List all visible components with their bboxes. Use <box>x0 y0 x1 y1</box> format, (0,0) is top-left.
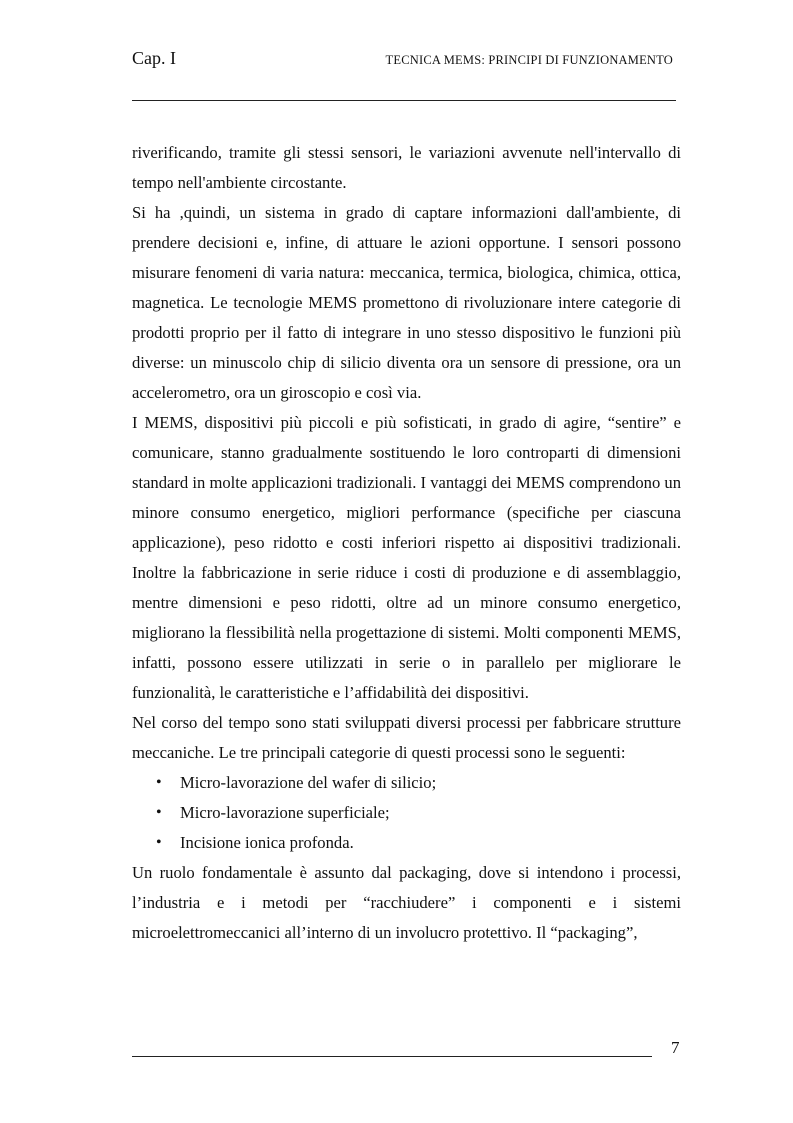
paragraph-2: Si ha ,quindi, un sistema in grado di captare informazioni dall'ambiente, di prendere decisioni e, infine, di attuare le azioni opportune. I sensori possono misurare fenomeni di varia natura: meccanica, termica, biologica, chimica, ottica, magnetica. Le tecnologie MEMS promettono di rivoluzionare intere categorie di prodotti proprio per il fatto di integrare in uno stesso dispositivo le funzioni più diverse: un minuscolo chip di silicio diventa ora un sensore di pressione, ora un accelerometro, ora un giroscopio e così via. <box>132 203 681 402</box>
chapter-label: Cap. I <box>132 48 176 68</box>
page-number: 7 <box>671 1038 680 1057</box>
list-item: • Micro-lavorazione del wafer di silicio; <box>132 768 681 798</box>
paragraph-4: Nel corso del tempo sono stati sviluppati diversi processi per fabbricare strutture meccaniche. Le tre principali categorie di questi processi sono le seguenti: <box>132 713 681 762</box>
header-divider <box>132 100 676 101</box>
footer-divider <box>132 1056 652 1057</box>
running-header-title: TECNICA MEMS: PRINCIPI DI FUNZIONAMENTO <box>385 53 673 67</box>
process-list <box>132 768 681 858</box>
paragraph-5: Un ruolo fondamentale è assunto dal packaging, dove si intendono i processi, l’industria e i metodi per “racchiudere” i componenti e i sistemi microelettromeccanici all’interno di un involucro protettivo. Il “packaging”, <box>132 863 681 942</box>
paragraph-3: I MEMS, dispositivi più piccoli e più sofisticati, in grado di agire, “sentire” e comunicare, stanno gradualmente sostituendo le loro controparti di dimensioni standard in molte applicazioni tradizionali. I vantaggi dei MEMS comprendono un minore consumo energetico, migliori performance (specifiche per ciascuna applicazione), peso ridotto e costi inferiori rispetto ai dispositivi tradizionali. Inoltre la fabbricazione in serie riduce i costi di produzione e di assemblaggio, mentre dimensioni e peso ridotti, oltre ad un minore consumo energetico, migliorano la flessibilità nella progettazione di sistemi. Molti componenti MEMS, infatti, possono essere utilizzati in serie o in parallelo per migliorare le funzionalità, le caratteristiche e l’affidabilità dei dispositivi. <box>132 413 681 702</box>
paragraph-1: riverificando, tramite gli stessi sensori, le variazioni avvenute nell'intervallo di tempo nell'ambiente circostante. <box>132 143 681 192</box>
list-item: • Micro-lavorazione superficiale; <box>132 798 681 828</box>
page-body <box>132 138 681 948</box>
list-item: • Incisione ionica profonda. <box>132 828 681 858</box>
